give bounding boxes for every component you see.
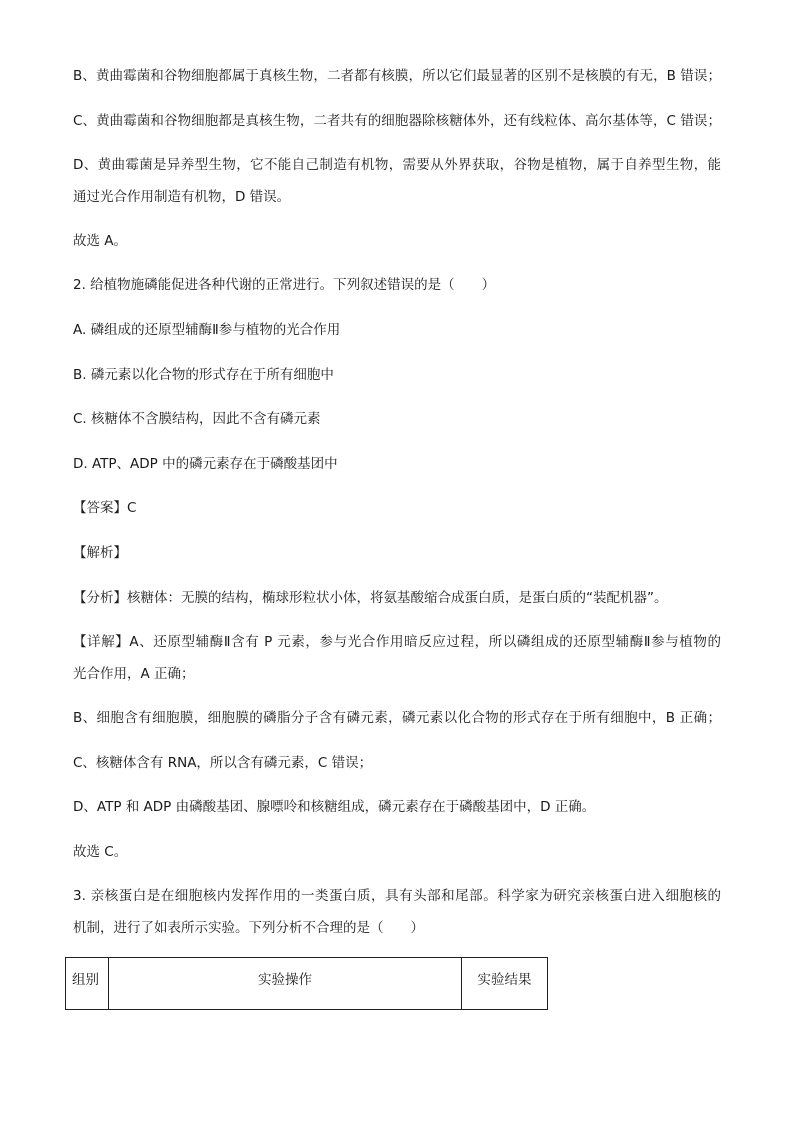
q2-analysis: 【分析】核糖体：无膜的结构，椭球形粒状小体，将氨基酸缩合成蛋白质，是蛋白质的“装配机器”。 <box>73 590 668 606</box>
q2-detail-d: D、ATP 和 ADP 由磷酸基团、腺嘌呤和核糖组成，磷元素存在于磷酸基团中，D 正确。 <box>73 799 596 815</box>
q3-stem-line2: 机制，进行了如表所示实验。下列分析不合理的是（ ） <box>73 920 424 936</box>
header-group: 组别 <box>66 958 109 1010</box>
q2-option-c: C. 核糖体不含膜结构，因此不含有磷元素 <box>73 411 321 427</box>
q1-option-d-explanation-line2: 通过光合作用制造有机物，D 错误。 <box>73 189 291 205</box>
q2-analysis-heading: 【解析】 <box>73 545 127 561</box>
q2-detail-c: C、核糖体含有 RNA，所以含有磷元素，C 错误； <box>73 755 373 771</box>
q1-option-d-explanation-line1: D、黄曲霉菌是异养型生物，它不能自己制造有机物，需要从外界获取，谷物是植物，属于自养型生物，能 <box>73 157 721 173</box>
q1-option-c-explanation: C、黄曲霉菌和谷物细胞都是真核生物，二者共有的细胞器除核糖体外，还有线粒体、高尔基体等，C 错误； <box>73 113 721 129</box>
q2-detail-line1: 【详解】A、还原型辅酶Ⅱ含有 P 元素，参与光合作用暗反应过程，所以磷组成的还原型辅酶Ⅱ参与植物的 <box>73 634 721 650</box>
q2-stem: 2. 给植物施磷能促进各种代谢的正常进行。下列叙述错误的是（ ） <box>73 277 496 293</box>
q2-option-d: D. ATP、ADP 中的磷元素存在于磷酸基团中 <box>73 456 338 472</box>
header-result: 实验结果 <box>462 958 548 1010</box>
q2-final-choice: 故选 C。 <box>73 844 128 860</box>
q1-final-choice: 故选 A。 <box>73 233 128 249</box>
q2-answer: 【答案】C <box>73 500 137 516</box>
table-header-row <box>66 958 548 1010</box>
header-operation: 实验操作 <box>109 958 462 1010</box>
q2-option-b: B. 磷元素以化合物的形式存在于所有细胞中 <box>73 367 334 383</box>
experiment-table <box>65 957 548 1010</box>
q2-detail-b: B、细胞含有细胞膜，细胞膜的磷脂分子含有磷元素，磷元素以化合物的形式存在于所有细胞中，B 正确； <box>73 710 721 726</box>
q2-option-a: A. 磷组成的还原型辅酶Ⅱ参与植物的光合作用 <box>73 322 341 338</box>
q2-detail-line2: 光合作用，A 正确； <box>73 666 195 682</box>
q3-stem-line1: 3. 亲核蛋白是在细胞核内发挥作用的一类蛋白质，具有头部和尾部。科学家为研究亲核蛋白进入细胞核的 <box>73 888 721 904</box>
q1-option-b-explanation: B、黄曲霉菌和谷物细胞都属于真核生物，二者都有核膜，所以它们最显著的区别不是核膜的有无，B 错误； <box>73 68 721 84</box>
